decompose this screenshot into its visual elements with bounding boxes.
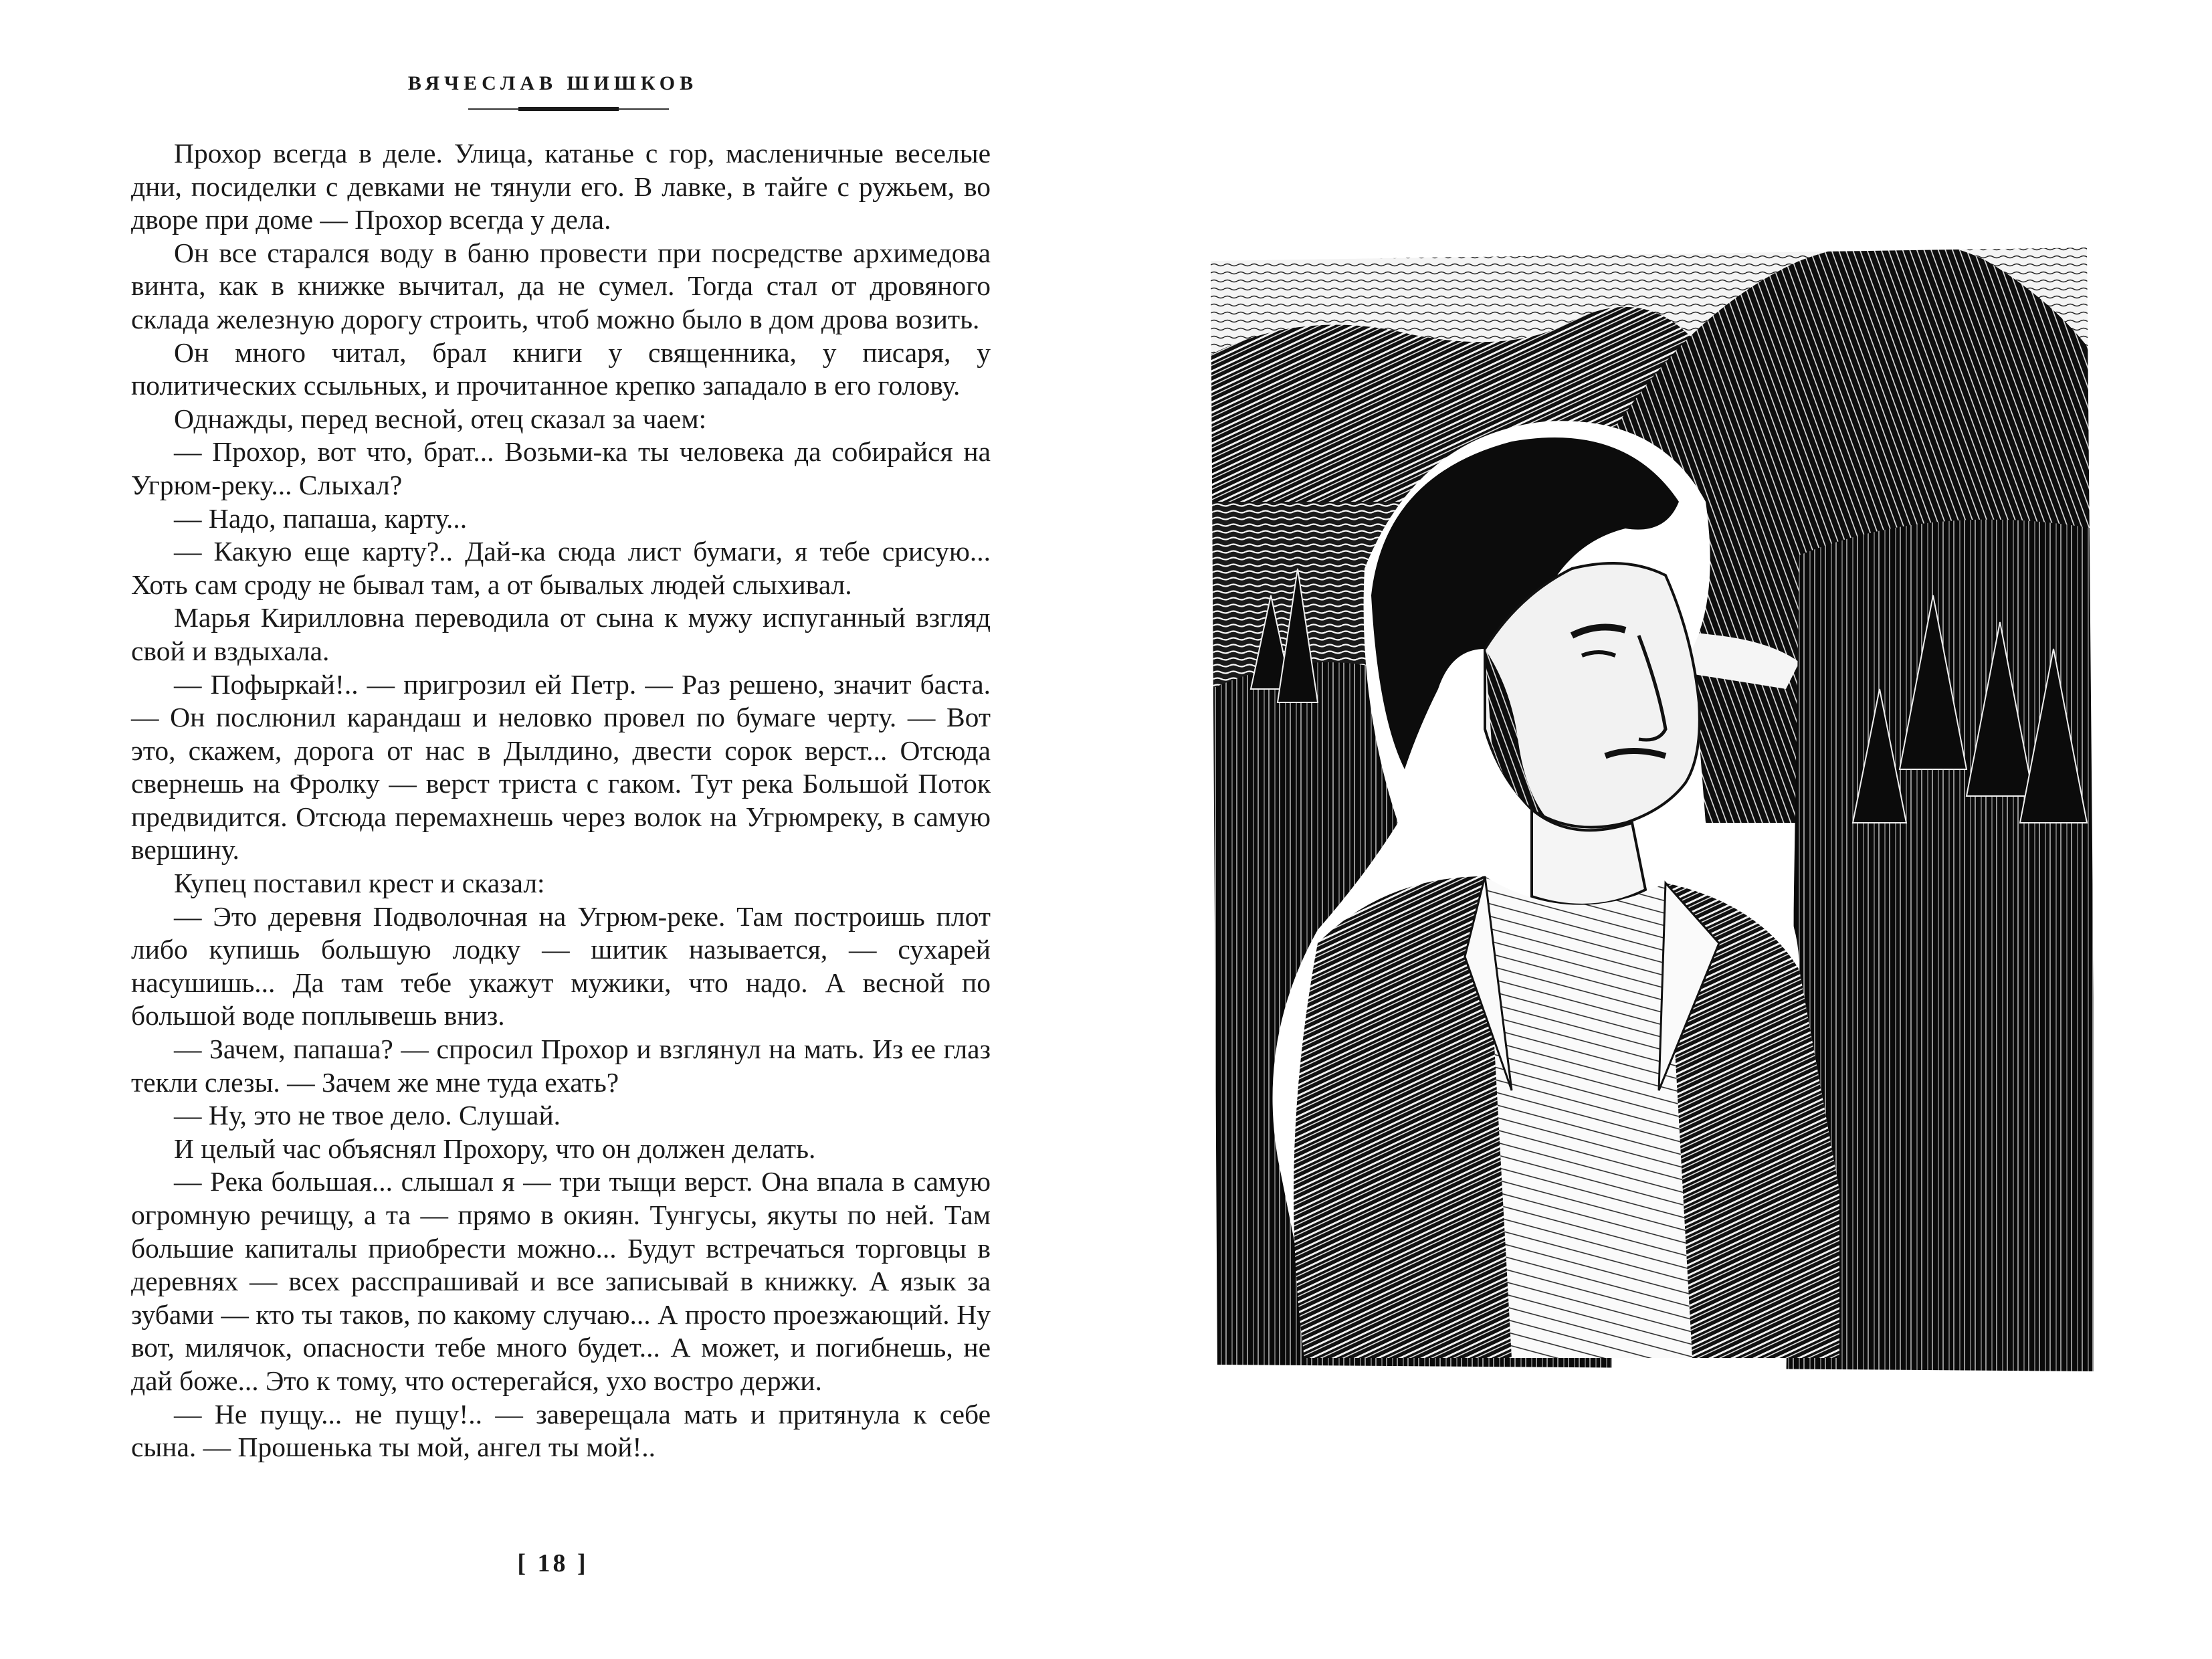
paragraph: — Прохор, вот что, брат... Возьми-ка ты человека да собирайся на Угрюм-реку... Слыхал? — [131, 436, 991, 500]
header-rule-accent — [518, 107, 619, 111]
paragraph: Купец поставил крест и сказал: — [174, 868, 545, 899]
paragraph: Марья Кирилловна переводила от сына к мужу испуганный взгляд свой и вздыхала. — [131, 602, 991, 666]
paragraph: Однажды, перед весной, отец сказал за чаем: — [174, 403, 707, 434]
body-text — [131, 137, 991, 1464]
page-number: [ 18 ] — [517, 1549, 589, 1577]
paragraph: Он все старался воду в баню провести при посредстве архимедова винта, как в книжке вычитал, да не сумел. Тогда стал от дровяного склада железную дорогу строить, чтоб можно было в дом дрова возить. — [131, 237, 991, 334]
paragraph: — Не пущу... не пущу!.. — заверещала мать и притянула к себе сына. — Прошенька ты мой, ангел ты мой!.. — [131, 1398, 991, 1463]
paragraph: — Это деревня Подволочная на Угрюм-реке. Там построишь плот либо купишь большую лодку — шитик называется, — сухарей насушишь... Да там тебе укажут мужики, что надо. А весной по большой воде поплывешь вниз. — [131, 900, 991, 1032]
paragraph: Прохор всегда в деле. Улица, катанье с гор, масленичные веселые дни, посиделки с девками не тянули его. В лавке, в тайге с ружьем, во дворе при доме — Прохор всегда у дела. — [131, 138, 991, 235]
running-head-author: ВЯЧЕСЛАВ ШИШКОВ — [407, 72, 698, 94]
paragraph: — Зачем, папаша? — спросил Прохор и взглянул на мать. Из ее глаз текли слезы. — Зачем же мне туда ехать? — [131, 1034, 991, 1098]
paragraph: И целый час объяснял Прохору, что он должен делать. — [174, 1133, 816, 1164]
woodcut-illustration — [1197, 221, 2120, 1391]
paragraph: — Пофыркай!.. — пригрозил ей Петр. — Раз решено, значит баста. — Он послюнил карандаш и неловко провел по бумаге черту. — Вот это, скажем, дорога от нас в Дылдино, двести сорок верст... Отсюда свернешь на Фролку — верст триста с гаком. Тут река Большой Поток предвидится. Отсюда перемахнешь через волок на Угрюмреку, в самую вершину. — [131, 668, 991, 866]
paragraph: — Ну, это не твое дело. Слушай. — [174, 1100, 561, 1131]
paragraph: — Река большая... слышал я — три тыщи верст. Она впала в самую огромную речищу, а та — прямо в окиян. Тунгусы, якуты по ней. Там большие капиталы приобрести можно... Будут встречаться торговцы в деревнях — всех расспрашивай и все записывай в книжку. А язык за зубами — кто ты таков, по какому случаю... А просто проезжающий. Ну вот, милячок, опасности тебе много будет... А может, и погибнешь, не дай боже... Это к тому, что остерегайся, ухо востро держи. — [131, 1166, 991, 1396]
paragraph: — Какую еще карту?.. Дай-ка сюда лист бумаги, я тебе срисую... Хоть сам сроду не бывал там, а от бывалых людей слыхивал. — [131, 536, 991, 600]
paragraph: — Надо, папаша, карту... — [174, 502, 468, 534]
paragraph: Он много читал, брал книги у священника, у писаря, у политических ссыльных, и прочитанное крепко западало в его голову. — [131, 336, 991, 401]
